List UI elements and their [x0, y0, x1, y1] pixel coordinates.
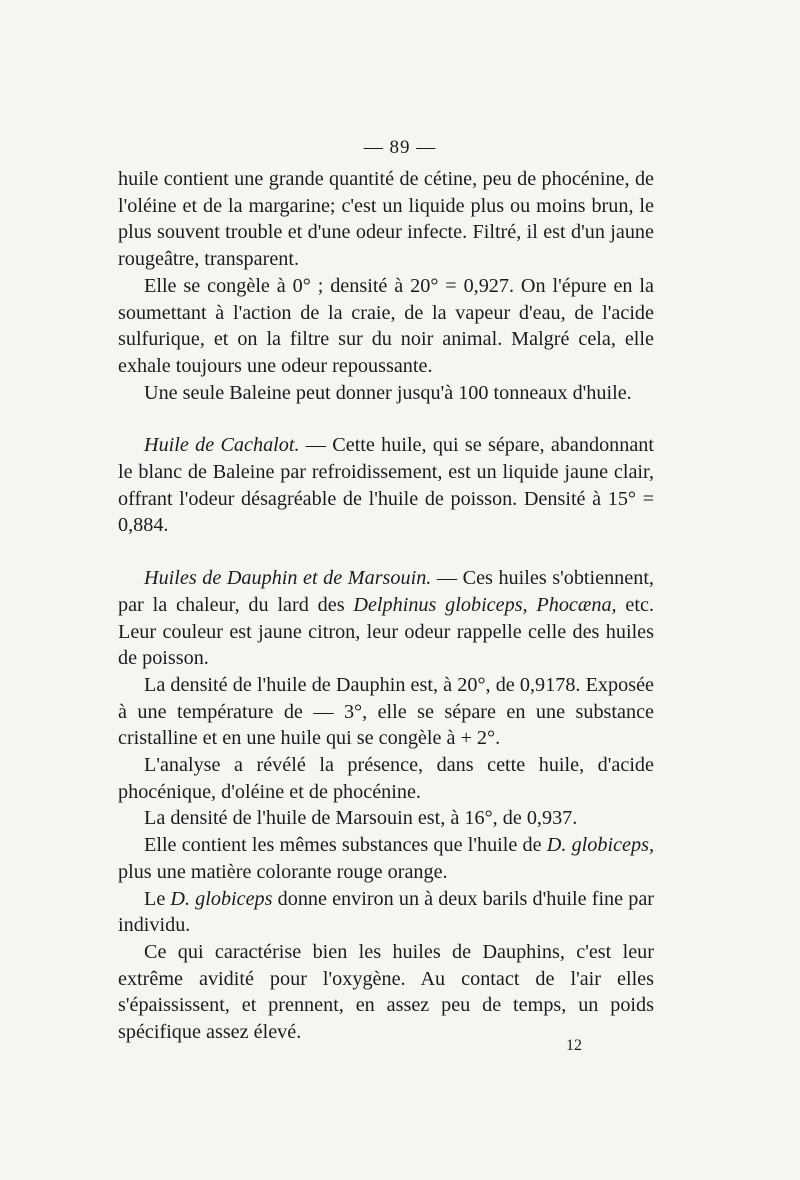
text-run: — Cette huile, qui se sépare, abandonnant le blanc de Baleine par refroidissement, est un liquide jaune clair, offrant l'odeur désagréable de l'huile de poisson. Densité à 15° = 0,884. — [118, 434, 655, 537]
paragraph — [118, 672, 654, 752]
italic-text: Huiles de Dauphin et de Marsouin. — [144, 567, 432, 590]
paragraph — [118, 166, 654, 273]
text-run: — Ces huiles s'obtiennent, par la chaleur, du lard des — [118, 567, 654, 616]
signature-mark: 12 — [566, 1037, 582, 1054]
paragraph — [118, 939, 654, 1046]
paragraph — [118, 380, 654, 407]
text-run: L'analyse a révélé la présence, dans cette huile, d'acide phocénique, d'oléine et de phocénine. — [118, 754, 654, 803]
text-run: Elle contient les mêmes substances que l'huile de — [144, 834, 547, 857]
paragraph — [118, 886, 654, 939]
text-run: huile contient une grande quantité de cétine, peu de phocénine, de l'oléine et de la margarine; c'est un liquide plus ou moins brun, le plus souvent trouble et d'une odeur infecte. Filtré, il est d'un jaune rougeâtre, transparent. — [118, 168, 654, 271]
paragraph — [118, 432, 654, 539]
text-run: Ce qui caractérise bien les huiles de Dauphins, c'est leur extrême avidité pour l'oxygène. Au contact de l'air elles s'épaississent, et prennent, en assez peu de temps, un poids spécifique assez élevé. — [118, 940, 654, 1044]
text-run: La densité de l'huile de Dauphin est, à 20°, de 0,9178. Exposée à une température de — 3°, elle se sépare en une substance cristalline et en une huile qui se congèle à + 2°. — [118, 673, 654, 750]
text-run: etc. Leur couleur est jaune citron, leur odeur rappelle celle des huiles de poisson. — [118, 593, 654, 670]
paragraph — [118, 273, 654, 380]
paragraph — [118, 832, 654, 885]
italic-text: D. globiceps, — [546, 834, 655, 857]
text-run: Le — [144, 887, 171, 910]
paragraph — [118, 565, 654, 672]
text-run: Une seule Baleine peut donner jusqu'à 100 tonneaux d'huile. — [144, 381, 632, 404]
italic-text: D. globiceps — [170, 887, 273, 910]
paragraph — [118, 752, 654, 805]
text-run: Elle se congèle à 0° ; densité à 20° = 0,927. On l'épure en la soumettant à l'action de la craie, de la vapeur d'eau, de l'acide sulfurique, et on la filtre sur du noir animal. Malgré cela, elle exhale toujours une odeur repoussante. — [118, 274, 654, 377]
body-text — [118, 166, 654, 1046]
paragraph — [118, 805, 654, 832]
text-run: plus une matière colorante rouge orange. — [118, 860, 448, 883]
italic-text: Huile de Cachalot. — [144, 434, 300, 457]
text-run: La densité de l'huile de Marsouin est, à 16°, de 0,937. — [144, 807, 578, 830]
italic-text: Delphinus globiceps, Phocæna, — [353, 593, 617, 616]
text-run: donne environ un à deux barils d'huile fine par individu. — [118, 887, 654, 937]
page-number: — 89 — — [363, 137, 437, 158]
